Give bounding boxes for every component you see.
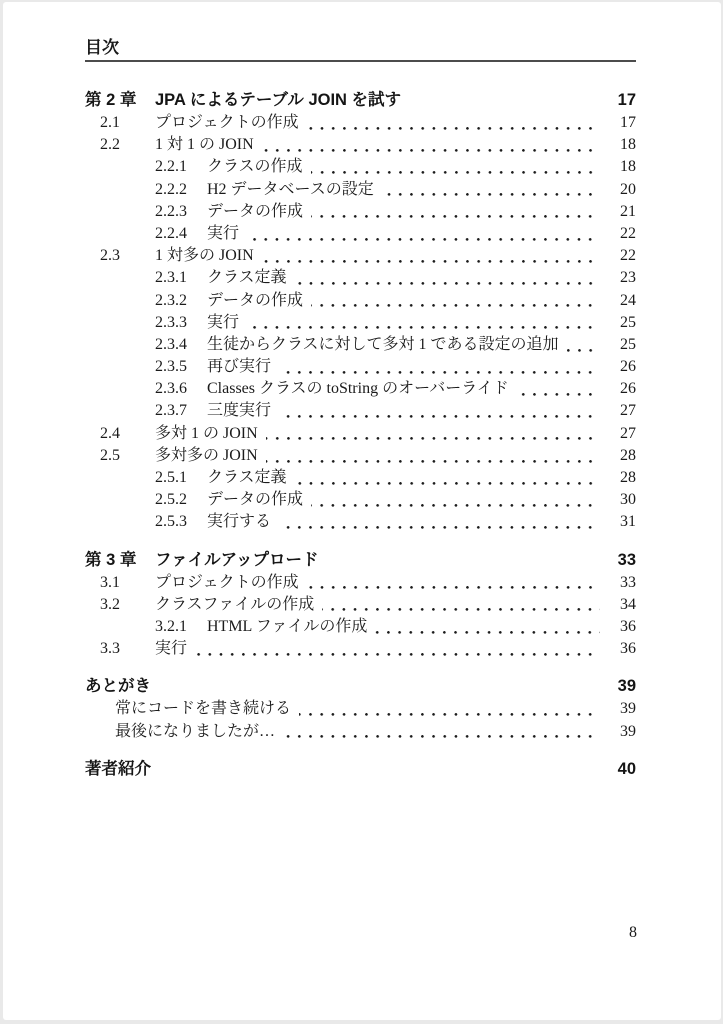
toc-entry-page: 18 — [620, 158, 636, 176]
dot-leader — [295, 482, 600, 485]
toc-entry[interactable] — [85, 267, 636, 289]
toc-entry-title: 実行する — [207, 513, 272, 531]
toc-entry-title: データの作成 — [207, 202, 304, 220]
dot-leader — [327, 564, 600, 567]
toc-entry[interactable] — [85, 698, 636, 720]
dot-leader — [266, 460, 600, 463]
toc-entry-number: 3.3 — [100, 640, 120, 658]
toc-entry[interactable] — [85, 674, 636, 698]
toc-entry-page: 27 — [620, 424, 636, 442]
toc-entry-number: 2.5.3 — [155, 513, 187, 531]
toc-entry-number: 3.2 — [100, 595, 120, 613]
toc-entry[interactable] — [85, 594, 636, 616]
page-number: 8 — [629, 924, 637, 941]
toc-entry[interactable] — [85, 356, 636, 378]
dot-leader — [283, 735, 600, 738]
toc-entry-title: データの作成 — [207, 291, 304, 309]
toc-entry-page: 22 — [620, 247, 636, 265]
toc-entry-title: 再び実行 — [207, 358, 272, 376]
dot-leader — [322, 608, 600, 611]
dot-leader — [279, 415, 600, 418]
toc-entry-number: 第 3 章 — [85, 550, 137, 569]
toc-entry-page: 28 — [620, 469, 636, 486]
toc-entry-title: 多対多の JOIN — [155, 446, 258, 464]
toc-entry[interactable] — [85, 572, 636, 594]
toc-entry[interactable] — [85, 616, 636, 638]
toc-entry-title: クラス定義 — [207, 469, 287, 486]
toc-entry-number: 2.1 — [100, 114, 120, 131]
toc-entry-number: 2.5.2 — [155, 491, 187, 509]
toc-entry[interactable] — [85, 548, 636, 572]
toc-entry-page: 33 — [617, 550, 636, 569]
dot-leader — [311, 504, 600, 507]
toc-entry-page: 23 — [620, 269, 636, 287]
toc-entry[interactable] — [85, 179, 636, 201]
toc-entry-number: 2.3.1 — [155, 269, 187, 287]
toc-entry[interactable] — [85, 511, 636, 533]
toc-entry[interactable] — [85, 489, 636, 511]
toc-entry[interactable] — [85, 378, 636, 400]
toc-entry-page: 39 — [617, 677, 636, 696]
toc-content — [85, 2, 636, 781]
toc-list — [85, 88, 636, 781]
dot-leader — [279, 371, 600, 374]
toc-entry-page: 40 — [617, 759, 636, 778]
toc-entry[interactable] — [85, 334, 636, 356]
dot-leader — [409, 105, 600, 108]
toc-entry-page: 31 — [620, 513, 636, 531]
toc-entry-page: 27 — [620, 402, 636, 420]
dot-leader — [247, 238, 600, 241]
toc-entry-number: 2.3 — [100, 247, 120, 265]
toc-entry-title: HTML ファイルの作成 — [207, 617, 368, 635]
toc-entry-page: 24 — [620, 291, 636, 309]
toc-entry-page: 25 — [620, 313, 636, 331]
toc-entry[interactable] — [85, 112, 636, 134]
toc-entry-title: クラスファイルの作成 — [155, 595, 315, 613]
toc-entry-title: Classes クラスの toString のオーバーライド — [207, 380, 509, 398]
toc-entry-title: プロジェクトの作成 — [155, 573, 299, 591]
dot-leader — [262, 149, 600, 152]
toc-entry[interactable] — [85, 400, 636, 422]
dot-leader — [247, 326, 600, 329]
toc-entry-page: 21 — [620, 202, 636, 220]
toc-entry-page: 22 — [620, 224, 636, 242]
dot-leader — [279, 526, 600, 529]
toc-entry-page: 20 — [620, 180, 636, 198]
toc-entry-number: 2.3.3 — [155, 313, 187, 331]
toc-entry-page: 30 — [620, 491, 636, 509]
toc-entry[interactable] — [85, 245, 636, 267]
toc-entry[interactable] — [85, 423, 636, 445]
toc-entry-title: 最後になりましたが… — [115, 722, 276, 740]
dot-leader — [517, 393, 600, 396]
toc-entry-page: 26 — [620, 380, 636, 398]
dot-leader — [266, 437, 600, 440]
toc-entry[interactable] — [85, 156, 636, 178]
toc-entry-page: 39 — [620, 700, 636, 718]
dot-leader — [567, 349, 600, 352]
dot-leader — [159, 691, 600, 694]
toc-entry-title: クラス定義 — [207, 269, 287, 287]
toc-entry-title: 1 対多の JOIN — [155, 247, 254, 265]
toc-entry-page: 36 — [620, 640, 636, 658]
toc-entry[interactable] — [85, 445, 636, 467]
toc-entry-title: 三度実行 — [207, 402, 272, 420]
toc-entry-page: 18 — [620, 136, 636, 154]
toc-entry[interactable] — [85, 134, 636, 156]
toc-entry-number: 2.2.1 — [155, 158, 187, 176]
toc-entry-number: 2.3.6 — [155, 380, 187, 398]
toc-entry[interactable] — [85, 467, 636, 489]
toc-title: 目次 — [85, 38, 636, 62]
toc-entry-title: 1 対 1 の JOIN — [155, 136, 254, 154]
toc-entry-number: 3.1 — [100, 573, 120, 591]
toc-entry-page: 17 — [620, 114, 636, 131]
toc-entry-title: あとがき — [85, 677, 151, 696]
toc-entry-page: 39 — [620, 722, 636, 740]
toc-entry-number: 2.5 — [100, 446, 120, 464]
dot-leader — [307, 586, 600, 589]
dot-leader — [311, 304, 600, 307]
dot-leader — [311, 171, 600, 174]
toc-entry-title: 実行 — [155, 640, 188, 658]
toc-entry-title: JPA によるテーブル JOIN を試す — [155, 91, 402, 109]
toc-entry-page: 26 — [620, 358, 636, 376]
toc-entry-number: 2.3.2 — [155, 291, 187, 309]
dot-leader — [159, 773, 600, 776]
toc-entry-number: 第 2 章 — [85, 91, 137, 109]
toc-entry-number: 2.4 — [100, 424, 120, 442]
toc-entry-title: 生徒からクラスに対して多対 1 である設定の追加 — [207, 335, 559, 353]
dot-leader — [382, 193, 600, 196]
toc-entry-title: 著者紹介 — [85, 759, 151, 778]
toc-entry-page: 17 — [617, 91, 636, 109]
dot-leader — [299, 713, 600, 716]
toc-entry-title: データの作成 — [207, 491, 304, 509]
toc-entry-page: 33 — [620, 573, 636, 591]
toc-entry-number: 2.5.1 — [155, 469, 187, 486]
dot-leader — [295, 282, 600, 285]
toc-entry-number: 2.2.3 — [155, 202, 187, 220]
toc-entry-title: H2 データベースの設定 — [207, 180, 374, 198]
toc-entry[interactable] — [85, 721, 636, 743]
toc-entry[interactable] — [85, 201, 636, 223]
toc-entry-page: 34 — [620, 595, 636, 613]
toc-entry-title: ファイルアップロード — [155, 550, 319, 569]
toc-entry-number: 2.3.5 — [155, 358, 187, 376]
toc-entry-number: 2.2.4 — [155, 224, 187, 242]
toc-entry-title: 実行 — [207, 313, 240, 331]
toc-entry-page: 25 — [620, 335, 636, 353]
toc-entry-title: クラスの作成 — [207, 158, 303, 176]
toc-entry-number: 2.2.2 — [155, 180, 187, 198]
toc-entry-page: 36 — [620, 617, 636, 635]
toc-entry-title: 多対 1 の JOIN — [155, 424, 258, 442]
dot-leader — [195, 653, 600, 656]
dot-leader — [375, 631, 600, 634]
toc-entry[interactable] — [85, 312, 636, 334]
dot-leader — [311, 215, 600, 218]
toc-entry[interactable] — [85, 757, 636, 781]
toc-entry-page: 28 — [620, 446, 636, 464]
toc-entry-number: 2.3.7 — [155, 402, 187, 420]
toc-entry[interactable] — [85, 290, 636, 312]
toc-entry-title: 常にコードを書き続ける — [115, 700, 292, 718]
toc-entry-title: 実行 — [207, 224, 240, 242]
toc-entry[interactable] — [85, 638, 636, 660]
toc-entry-number: 2.3.4 — [155, 335, 187, 353]
toc-entry-number: 2.2 — [100, 136, 120, 154]
dot-leader — [262, 260, 600, 263]
dot-leader — [307, 127, 600, 130]
document-page — [3, 2, 721, 1020]
toc-entry-number: 3.2.1 — [155, 617, 187, 635]
toc-entry[interactable] — [85, 223, 636, 245]
toc-entry-title: プロジェクトの作成 — [155, 114, 299, 131]
toc-entry[interactable] — [85, 88, 636, 112]
